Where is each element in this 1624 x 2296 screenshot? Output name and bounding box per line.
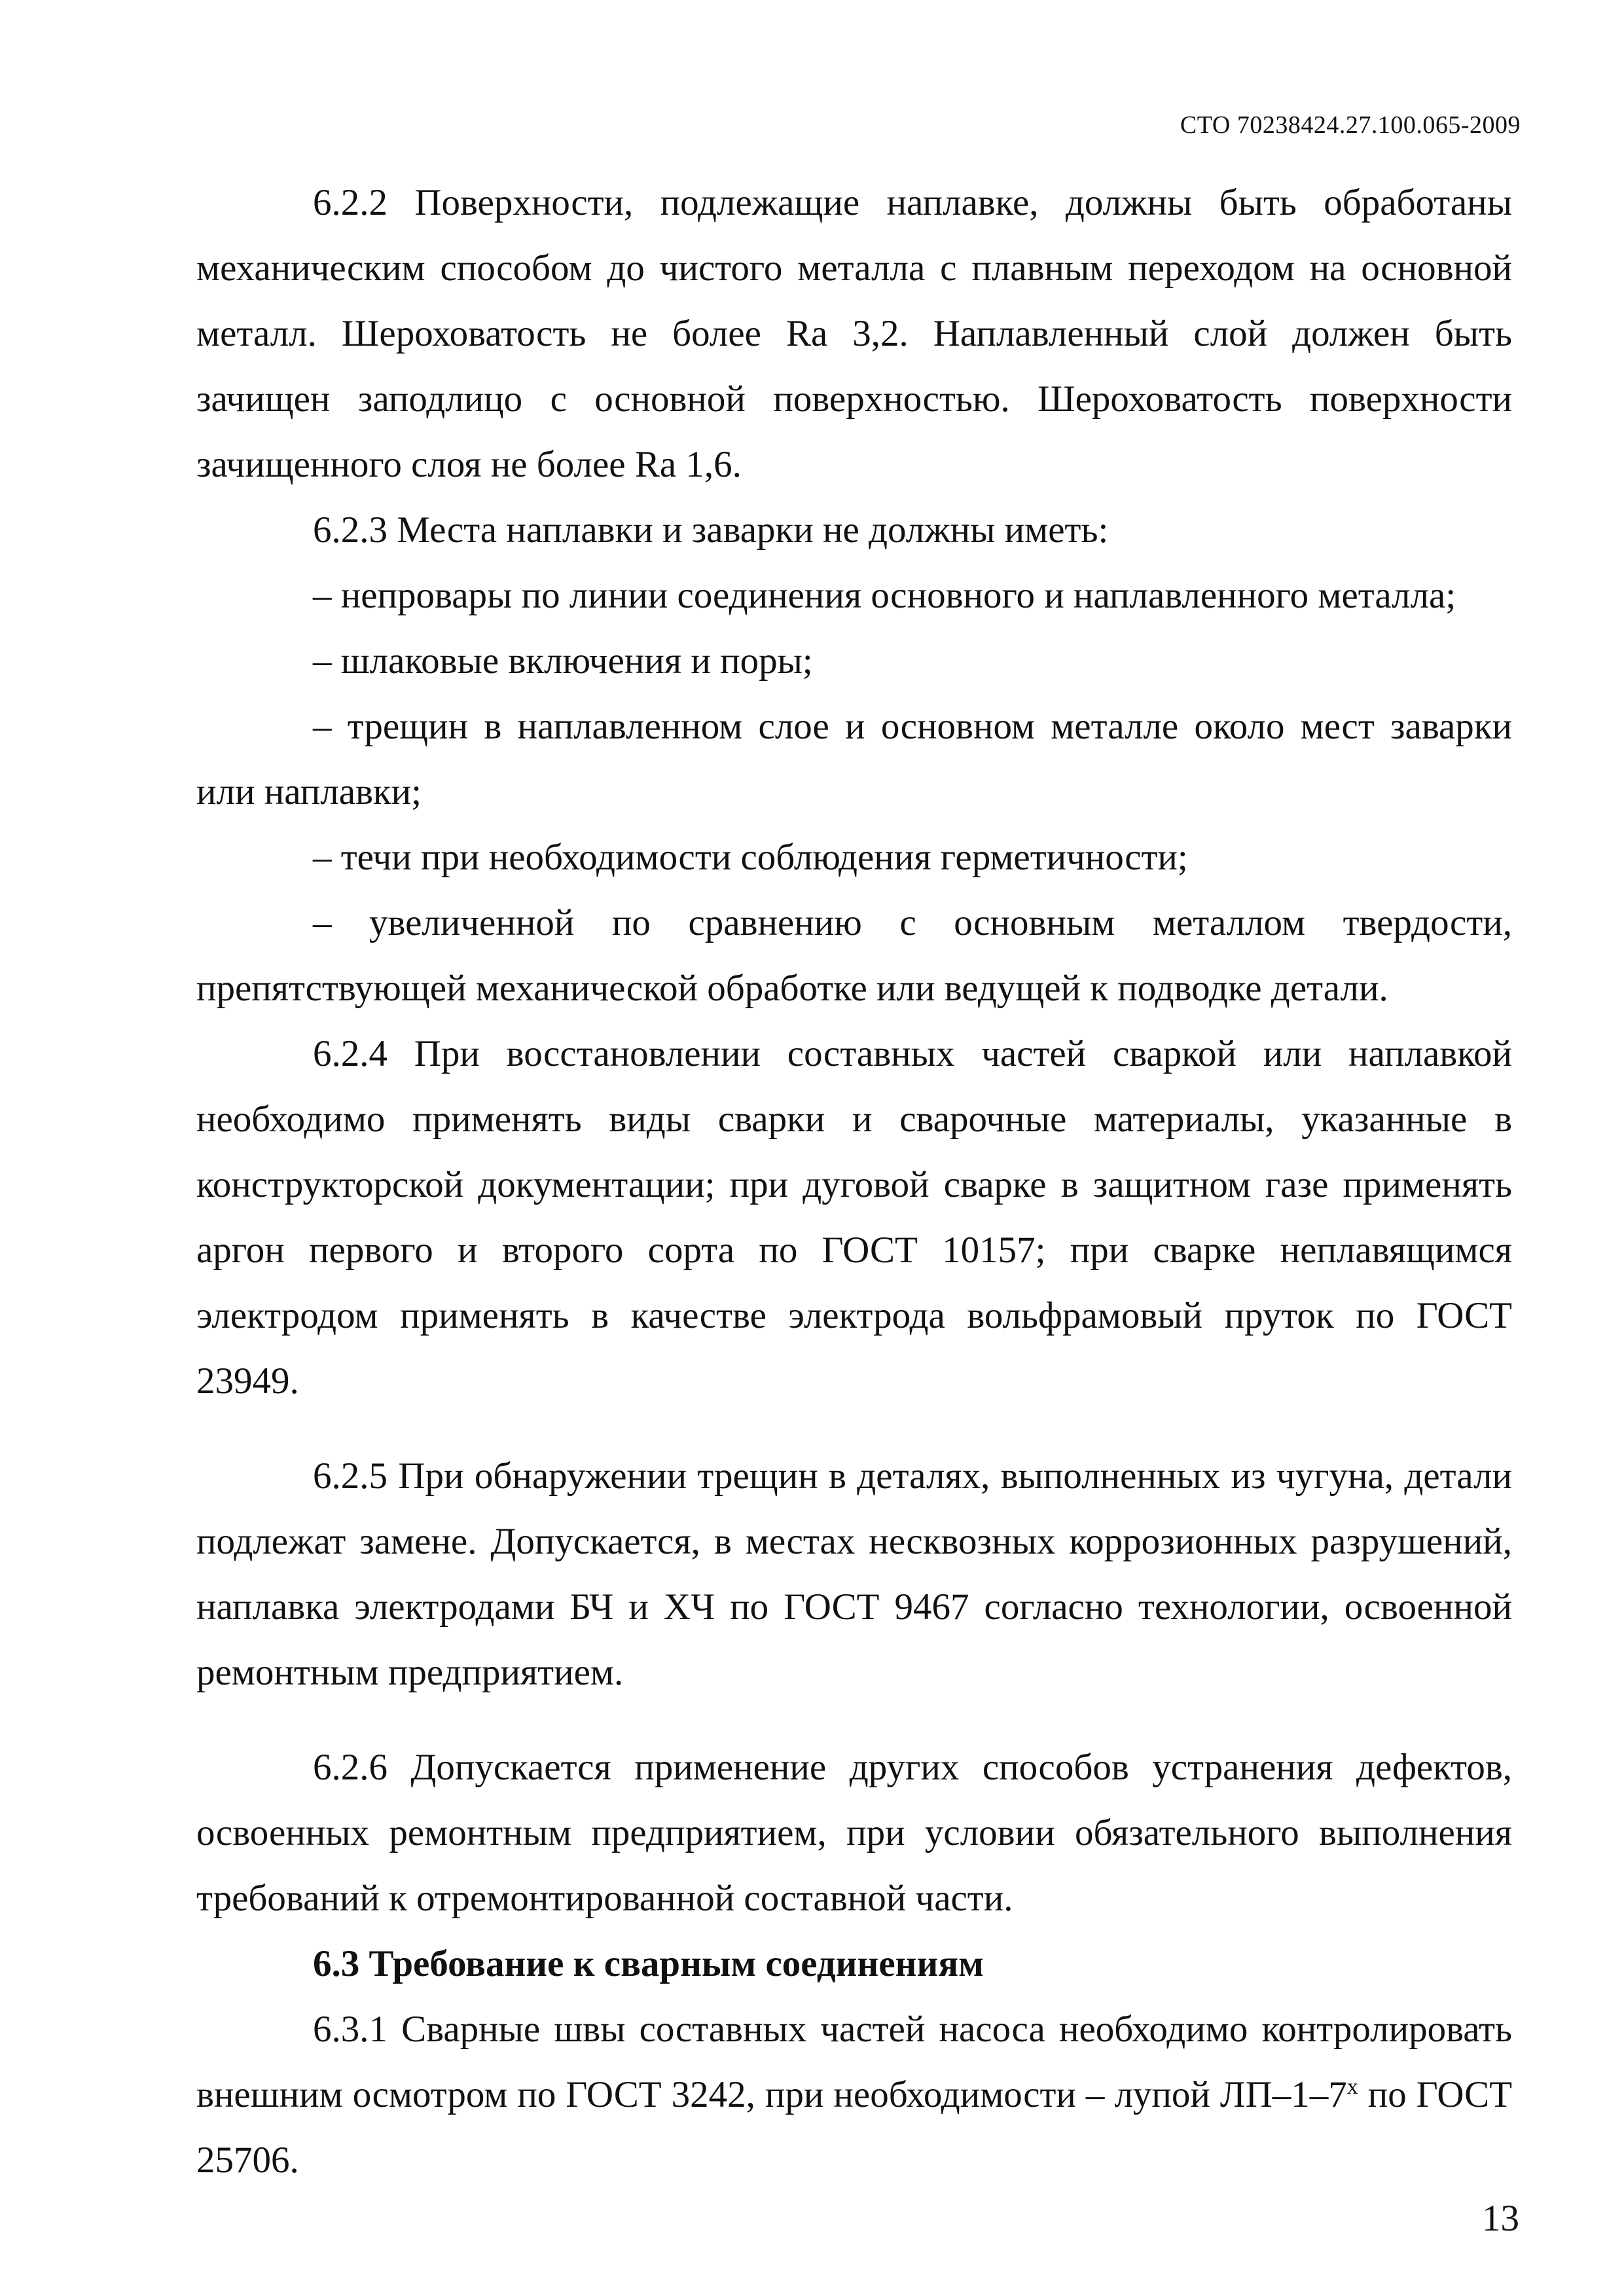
paragraph-6-2-6: 6.2.6 Допускается применение других способов устранения дефектов, освоенных ремонтным предприятием, при условии обязательного выполнения требований к отремонтированной составной части. bbox=[196, 1747, 1512, 1919]
paragraph-6-3-1-tail: по ГОСТ 25706. bbox=[196, 2074, 1513, 2181]
paragraph-6-3-1-text: 6.3.1 Сварные швы составных частей насоса необходимо контролировать внешним осмотром по ГОСТ 3242, при необходимости – лупой ЛП–1–7 bbox=[196, 2009, 1512, 2115]
paragraph-6-2-2: 6.2.2 Поверхности, подлежащие наплавке, должны быть обработаны механическим способом до чистого металла с плавным переходом на основной металл. Шероховатость не более Ra 3,2. Наплавленный слой должен быть зачищен заподлицо с основной поверхностью. Шероховатость поверхности зачищенного слоя не более Ra 1,6. bbox=[196, 182, 1512, 485]
list-item-dash: – непровары по линии соединения основного и наплавленного металла; bbox=[313, 575, 1456, 616]
list-item-dash: – трещин в наплавленном слое и основном металле около мест заварки или наплавки; bbox=[196, 706, 1512, 812]
paragraph-6-2-3: 6.2.3 Места наплавки и заварки не должны иметь: bbox=[313, 509, 1109, 551]
list-item-dash: – шлаковые включения и поры; bbox=[313, 640, 813, 682]
list-item-dash: – течи при необходимости соблюдения герметичности; bbox=[313, 837, 1188, 878]
section-heading-6-3: 6.3 Требование к сварным соединениям bbox=[313, 1943, 984, 1984]
paragraph-6-2-4: 6.2.4 При восстановлении составных частей сваркой или наплавкой необходимо применять виды сварки и сварочные материалы, указанные в конструкторской документации; при дуговой сварке в защитном газе применять аргон первого и второго сорта по ГОСТ 10157; при сварке неплавящимся электродом применять в качестве электрода вольфрамовый пруток по ГОСТ 23949. bbox=[196, 1033, 1512, 1402]
document-code: СТО 70238424.27.100.065-2009 bbox=[1180, 111, 1521, 139]
document-body bbox=[196, 170, 1512, 2193]
superscript-x: х bbox=[1346, 2075, 1358, 2099]
list-item-dash: – увеличенной по сравнению с основным металлом твердости, препятствующей механической обработке или ведущей к подводке детали. bbox=[196, 902, 1512, 1009]
paragraph-6-2-5: 6.2.5 При обнаружении трещин в деталях, выполненных из чугуна, детали подлежат замене. Допускается, в местах несквозных коррозионных разрушений, наплавка электродами БЧ и ХЧ по ГОСТ 9467 согласно технологии, освоенной ремонтным предприятием. bbox=[196, 1455, 1512, 1693]
page-number: 13 bbox=[1482, 2198, 1519, 2239]
paragraph-6-3-1 bbox=[196, 1997, 1512, 2193]
